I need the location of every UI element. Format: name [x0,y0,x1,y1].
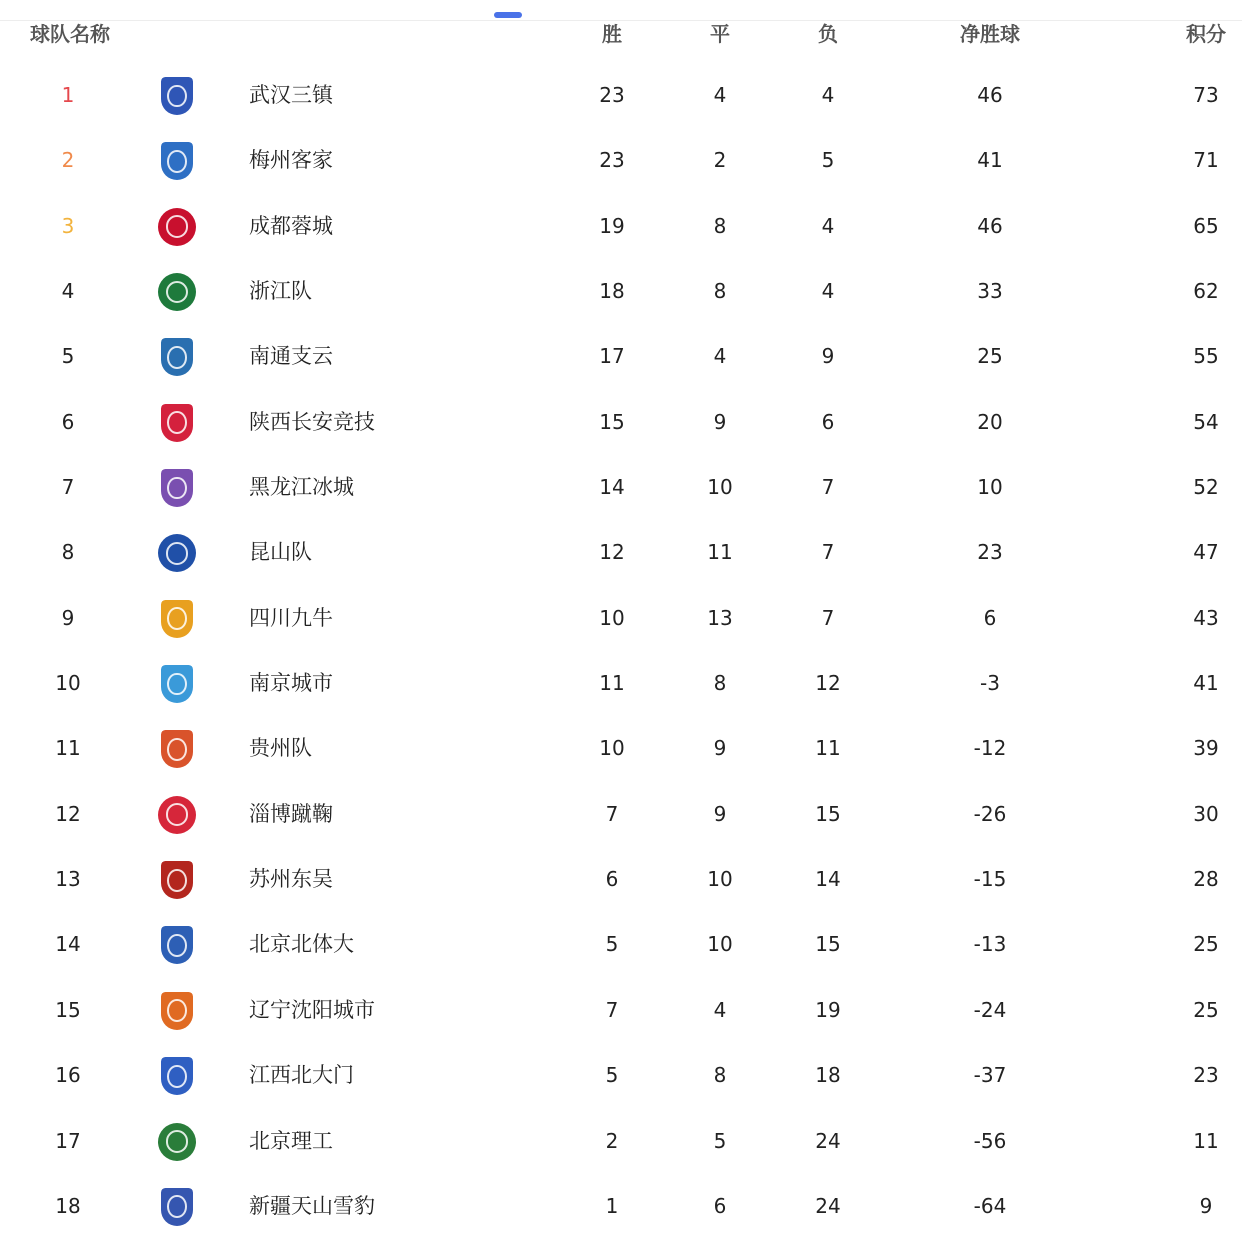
team-points: 65 [1193,213,1219,238]
standings-header [0,20,1242,50]
team-points: 73 [1193,83,1219,107]
team-goal-diff: 33 [977,279,1003,304]
team-rank: 2 [61,148,75,173]
team-logo-cell [158,912,198,977]
team-name: 武汉三镇 [249,83,333,107]
table-row[interactable] [0,63,1242,128]
team-points: 41 [1193,671,1219,696]
team-rank: 6 [61,409,75,434]
team-goal-diff: -15 [973,867,1007,892]
team-draws: 10 [707,932,733,957]
team-rank: 8 [61,540,75,565]
team-rank: 11 [55,736,81,761]
team-logo-cell [158,716,198,781]
team-points: 55 [1193,344,1219,369]
team-wins: 19 [599,213,625,238]
team-losses: 24 [815,1128,841,1153]
team-rank: 14 [55,932,81,957]
team-logo-cell [158,324,198,389]
chengdu-rongcheng-logo-icon [158,208,196,246]
team-goal-diff: -64 [973,1193,1007,1218]
team-losses: 7 [821,605,835,630]
team-wins: 7 [605,997,619,1022]
team-losses: 7 [821,540,835,565]
team-draws: 5 [713,1128,727,1153]
team-draws: 9 [713,409,727,434]
table-row[interactable] [0,324,1242,389]
team-wins: 10 [599,605,625,630]
header-wins: 胜 [602,22,622,46]
team-wins: 12 [599,540,625,565]
logo-emblem [167,477,186,500]
team-wins: 5 [605,1063,619,1088]
team-losses: 15 [815,801,841,826]
team-draws: 6 [713,1193,727,1218]
team-draws: 9 [713,736,727,761]
team-goal-diff: -24 [973,997,1007,1022]
nantong-zhiyun-logo-icon [161,338,193,376]
team-wins: 11 [599,671,625,696]
team-rank: 15 [55,997,81,1022]
team-draws: 8 [713,213,727,238]
team-name: 辽宁沈阳城市 [249,997,375,1022]
xinjiang-tianshan-leopard-logo-icon [161,1188,193,1226]
jiangxi-beidamen-logo-icon [161,1057,193,1095]
team-points: 47 [1193,540,1219,565]
team-logo-cell [158,455,198,520]
logo-emblem [167,150,186,173]
team-losses: 11 [815,736,841,761]
table-row[interactable] [0,1109,1242,1174]
team-rank: 17 [55,1128,81,1153]
suzhou-dongwu-logo-icon [161,861,193,899]
team-losses: 24 [815,1193,841,1218]
team-goal-diff: 10 [977,475,1003,500]
team-rank: 4 [61,279,75,304]
team-name: 南京城市 [249,671,333,696]
team-goal-diff: 46 [977,83,1003,107]
logo-emblem [167,934,186,957]
team-name: 北京北体大 [249,932,354,957]
team-points: 54 [1193,409,1219,434]
team-draws: 2 [713,148,727,173]
zhejiang-logo-icon [158,273,196,311]
team-wins: 18 [599,279,625,304]
team-logo-cell [158,194,198,259]
team-points: 25 [1193,997,1219,1022]
team-losses: 4 [821,83,835,107]
table-row[interactable] [0,716,1242,781]
team-name: 淄博蹴鞠 [249,801,333,826]
team-goal-diff: -26 [973,801,1007,826]
logo-emblem [167,673,186,696]
team-goal-diff: 25 [977,344,1003,369]
tab-partial-1[interactable] [150,0,210,6]
team-name: 黑龙江冰城 [249,475,354,500]
team-rank: 9 [61,605,75,630]
team-name: 苏州东吴 [249,867,333,892]
team-rank: 10 [55,671,81,696]
team-points: 43 [1193,605,1219,630]
table-row[interactable] [0,782,1242,847]
team-logo-cell [158,1174,198,1239]
team-name: 浙江队 [249,279,312,304]
team-losses: 6 [821,409,835,434]
table-row[interactable] [0,390,1242,455]
logo-emblem [166,803,189,826]
team-logo-cell [158,1043,198,1108]
logo-emblem [167,346,186,369]
team-logo-cell [158,520,198,585]
team-name: 四川九牛 [249,605,333,630]
team-points: 71 [1193,148,1219,173]
team-goal-diff: -12 [973,736,1007,761]
team-name: 贵州队 [249,736,312,761]
team-goal-diff: 20 [977,409,1003,434]
logo-emblem [167,999,186,1022]
team-losses: 18 [815,1063,841,1088]
logo-emblem [166,1130,189,1153]
team-rank: 5 [61,344,75,369]
team-logo-cell [158,128,198,193]
team-points: 62 [1193,279,1219,304]
wuhan-three-towns-logo-icon [161,77,193,115]
tab-partial-3[interactable] [800,0,860,6]
team-points: 23 [1193,1063,1219,1088]
team-losses: 12 [815,671,841,696]
team-draws: 10 [707,475,733,500]
team-wins: 5 [605,932,619,957]
team-losses: 7 [821,475,835,500]
nanjing-city-logo-icon [161,665,193,703]
table-row[interactable] [0,1174,1242,1239]
team-goal-diff: -37 [973,1063,1007,1088]
table-row[interactable] [0,520,1242,585]
table-row[interactable] [0,978,1242,1043]
table-row[interactable] [0,455,1242,520]
team-draws: 13 [707,605,733,630]
table-row[interactable] [0,651,1242,716]
team-logo-cell [158,259,198,324]
team-goal-diff: 23 [977,540,1003,565]
team-wins: 15 [599,409,625,434]
team-logo-cell [158,1109,198,1174]
team-draws: 10 [707,867,733,892]
team-wins: 10 [599,736,625,761]
team-rank: 18 [55,1193,81,1218]
header-goal-diff: 净胜球 [960,22,1020,46]
header-losses: 负 [818,22,838,46]
team-points: 9 [1199,1193,1213,1218]
team-wins: 2 [605,1128,619,1153]
team-logo-cell [158,978,198,1043]
team-draws: 4 [713,997,727,1022]
table-row[interactable] [0,847,1242,912]
guizhou-logo-icon [161,730,193,768]
table-row[interactable] [0,586,1242,651]
team-losses: 14 [815,867,841,892]
team-wins: 17 [599,344,625,369]
logo-emblem [167,738,186,761]
team-wins: 7 [605,801,619,826]
team-draws: 9 [713,801,727,826]
logo-emblem [167,607,186,630]
zibo-cuju-logo-icon [158,796,196,834]
team-wins: 23 [599,148,625,173]
logo-emblem [166,281,189,304]
tab-partial-2-active[interactable] [478,0,538,6]
team-logo-cell [158,390,198,455]
team-losses: 4 [821,279,835,304]
team-points: 52 [1193,475,1219,500]
header-draws: 平 [710,22,730,46]
team-rank: 1 [61,83,75,107]
team-rank: 12 [55,801,81,826]
team-name: 成都蓉城 [249,213,333,238]
team-rank: 16 [55,1063,81,1088]
team-name: 陕西长安竞技 [249,409,375,434]
tab-partial-4[interactable] [1130,0,1190,6]
team-name: 南通支云 [249,344,333,369]
beijing-bsu-logo-icon [161,926,193,964]
team-wins: 1 [605,1193,619,1218]
table-row[interactable] [0,912,1242,977]
team-losses: 9 [821,344,835,369]
team-name: 昆山队 [249,540,312,565]
active-tab-indicator [494,12,522,18]
header-team: 球队名称 [30,22,110,46]
logo-emblem [166,215,189,238]
standings-table [0,63,1242,1239]
table-row[interactable] [0,194,1242,259]
team-name: 梅州客家 [249,148,333,173]
team-goal-diff: 41 [977,148,1003,173]
team-logo-cell [158,586,198,651]
logo-emblem [167,869,186,892]
logo-emblem [167,1065,186,1088]
team-name: 北京理工 [249,1128,333,1153]
team-goal-diff: -56 [973,1128,1007,1153]
team-draws: 8 [713,279,727,304]
team-points: 30 [1193,801,1219,826]
table-row[interactable] [0,128,1242,193]
team-logo-cell [158,782,198,847]
header-points: 积分 [1186,22,1226,46]
heilongjiang-ice-city-logo-icon [161,469,193,507]
team-points: 25 [1193,932,1219,957]
team-draws: 8 [713,671,727,696]
logo-emblem [166,542,189,565]
team-wins: 14 [599,475,625,500]
team-draws: 4 [713,83,727,107]
team-losses: 19 [815,997,841,1022]
team-goal-diff: -3 [980,671,1000,696]
team-goal-diff: 6 [983,605,997,630]
team-wins: 23 [599,83,625,107]
team-losses: 4 [821,213,835,238]
kunshan-logo-icon [158,534,196,572]
team-name: 新疆天山雪豹 [249,1193,375,1218]
team-logo-cell [158,651,198,716]
logo-emblem [167,411,186,434]
team-rank: 3 [61,213,75,238]
team-rank: 13 [55,867,81,892]
team-draws: 8 [713,1063,727,1088]
team-draws: 4 [713,344,727,369]
team-wins: 6 [605,867,619,892]
shaanxi-changan-logo-icon [161,404,193,442]
team-losses: 5 [821,148,835,173]
liaoning-shenyang-city-logo-icon [161,992,193,1030]
team-points: 28 [1193,867,1219,892]
beijing-bit-logo-icon [158,1123,196,1161]
team-rank: 7 [61,475,75,500]
team-points: 11 [1193,1128,1219,1153]
team-logo-cell [158,847,198,912]
team-losses: 15 [815,932,841,957]
meizhou-hakka-logo-icon [161,142,193,180]
tab-bar [0,0,1242,21]
logo-emblem [167,1195,186,1218]
logo-emblem [167,85,186,108]
team-points: 39 [1193,736,1219,761]
table-row[interactable] [0,1043,1242,1108]
team-draws: 11 [707,540,733,565]
sichuan-jiuniu-logo-icon [161,600,193,638]
team-name: 江西北大门 [249,1063,354,1088]
team-logo-cell [158,63,198,128]
team-goal-diff: -13 [973,932,1007,957]
table-row[interactable] [0,259,1242,324]
team-goal-diff: 46 [977,213,1003,238]
